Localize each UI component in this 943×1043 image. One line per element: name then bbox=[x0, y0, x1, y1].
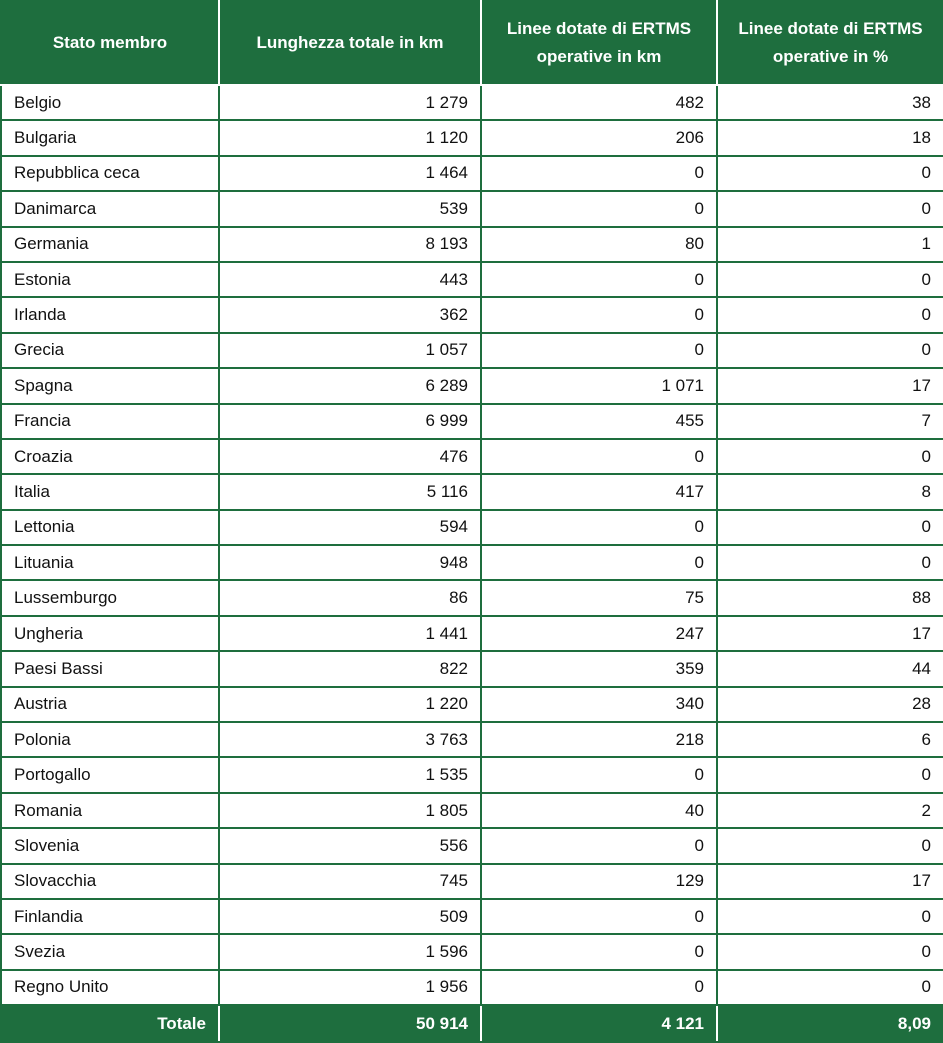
table-row bbox=[1, 651, 943, 686]
cell-ertms-km: 0 bbox=[481, 297, 717, 332]
cell-ertms-km: 40 bbox=[481, 793, 717, 828]
table-row bbox=[1, 510, 943, 545]
cell-lunghezza-totale: 1 279 bbox=[219, 85, 481, 120]
table-row bbox=[1, 899, 943, 934]
cell-ertms-percent: 1 bbox=[717, 227, 943, 262]
cell-ertms-percent: 0 bbox=[717, 439, 943, 474]
cell-stato-membro: Bulgaria bbox=[1, 120, 219, 155]
total-length: 50 914 bbox=[219, 1005, 481, 1042]
cell-stato-membro: Repubblica ceca bbox=[1, 156, 219, 191]
cell-ertms-percent: 2 bbox=[717, 793, 943, 828]
table-row bbox=[1, 227, 943, 262]
cell-ertms-percent: 0 bbox=[717, 510, 943, 545]
cell-stato-membro: Francia bbox=[1, 404, 219, 439]
cell-ertms-percent: 0 bbox=[717, 545, 943, 580]
cell-ertms-percent: 17 bbox=[717, 368, 943, 403]
total-label: Totale bbox=[1, 1005, 219, 1042]
cell-ertms-percent: 0 bbox=[717, 262, 943, 297]
cell-stato-membro: Lussemburgo bbox=[1, 580, 219, 615]
cell-stato-membro: Belgio bbox=[1, 85, 219, 120]
table-row bbox=[1, 404, 943, 439]
cell-ertms-km: 340 bbox=[481, 687, 717, 722]
header-row bbox=[1, 1, 943, 85]
cell-ertms-percent: 17 bbox=[717, 616, 943, 651]
table-row bbox=[1, 687, 943, 722]
table-footer bbox=[1, 1005, 943, 1042]
cell-ertms-km: 0 bbox=[481, 757, 717, 792]
cell-ertms-km: 0 bbox=[481, 934, 717, 969]
cell-lunghezza-totale: 1 596 bbox=[219, 934, 481, 969]
cell-ertms-km: 80 bbox=[481, 227, 717, 262]
cell-stato-membro: Germania bbox=[1, 227, 219, 262]
table-row bbox=[1, 545, 943, 580]
table-row bbox=[1, 474, 943, 509]
cell-ertms-km: 206 bbox=[481, 120, 717, 155]
cell-lunghezza-totale: 5 116 bbox=[219, 474, 481, 509]
cell-ertms-km: 0 bbox=[481, 439, 717, 474]
cell-lunghezza-totale: 509 bbox=[219, 899, 481, 934]
table-row bbox=[1, 793, 943, 828]
total-ertms-km: 4 121 bbox=[481, 1005, 717, 1042]
cell-ertms-km: 218 bbox=[481, 722, 717, 757]
cell-ertms-km: 129 bbox=[481, 864, 717, 899]
cell-stato-membro: Croazia bbox=[1, 439, 219, 474]
cell-stato-membro: Romania bbox=[1, 793, 219, 828]
cell-ertms-km: 247 bbox=[481, 616, 717, 651]
cell-ertms-km: 417 bbox=[481, 474, 717, 509]
table-row bbox=[1, 333, 943, 368]
cell-ertms-percent: 0 bbox=[717, 757, 943, 792]
cell-stato-membro: Lettonia bbox=[1, 510, 219, 545]
cell-lunghezza-totale: 3 763 bbox=[219, 722, 481, 757]
cell-ertms-percent: 44 bbox=[717, 651, 943, 686]
cell-lunghezza-totale: 1 535 bbox=[219, 757, 481, 792]
cell-ertms-percent: 17 bbox=[717, 864, 943, 899]
cell-ertms-km: 0 bbox=[481, 156, 717, 191]
cell-lunghezza-totale: 822 bbox=[219, 651, 481, 686]
cell-ertms-km: 0 bbox=[481, 510, 717, 545]
cell-ertms-km: 0 bbox=[481, 899, 717, 934]
cell-ertms-percent: 88 bbox=[717, 580, 943, 615]
cell-stato-membro: Danimarca bbox=[1, 191, 219, 226]
cell-lunghezza-totale: 948 bbox=[219, 545, 481, 580]
total-row bbox=[1, 1005, 943, 1042]
cell-ertms-km: 0 bbox=[481, 191, 717, 226]
cell-ertms-percent: 0 bbox=[717, 333, 943, 368]
cell-lunghezza-totale: 1 057 bbox=[219, 333, 481, 368]
header-lunghezza-totale: Lunghezza totale in km bbox=[219, 1, 481, 85]
cell-stato-membro: Portogallo bbox=[1, 757, 219, 792]
cell-ertms-percent: 0 bbox=[717, 934, 943, 969]
cell-ertms-percent: 0 bbox=[717, 156, 943, 191]
cell-ertms-percent: 28 bbox=[717, 687, 943, 722]
table-body bbox=[1, 85, 943, 1005]
cell-stato-membro: Slovacchia bbox=[1, 864, 219, 899]
cell-ertms-percent: 0 bbox=[717, 828, 943, 863]
cell-ertms-km: 482 bbox=[481, 85, 717, 120]
cell-stato-membro: Irlanda bbox=[1, 297, 219, 332]
cell-ertms-km: 359 bbox=[481, 651, 717, 686]
cell-ertms-percent: 0 bbox=[717, 191, 943, 226]
table-row bbox=[1, 580, 943, 615]
cell-lunghezza-totale: 1 464 bbox=[219, 156, 481, 191]
cell-lunghezza-totale: 443 bbox=[219, 262, 481, 297]
cell-stato-membro: Estonia bbox=[1, 262, 219, 297]
table-row bbox=[1, 757, 943, 792]
cell-lunghezza-totale: 362 bbox=[219, 297, 481, 332]
cell-stato-membro: Regno Unito bbox=[1, 970, 219, 1005]
header-ertms-percent: Linee dotate di ERTMS operative in % bbox=[717, 1, 943, 85]
cell-stato-membro: Ungheria bbox=[1, 616, 219, 651]
table-row bbox=[1, 297, 943, 332]
header-ertms-km: Linee dotate di ERTMS operative in km bbox=[481, 1, 717, 85]
table-header bbox=[1, 1, 943, 85]
cell-ertms-km: 0 bbox=[481, 333, 717, 368]
cell-lunghezza-totale: 86 bbox=[219, 580, 481, 615]
table-row bbox=[1, 722, 943, 757]
cell-ertms-km: 75 bbox=[481, 580, 717, 615]
cell-lunghezza-totale: 6 289 bbox=[219, 368, 481, 403]
cell-lunghezza-totale: 539 bbox=[219, 191, 481, 226]
table-row bbox=[1, 439, 943, 474]
cell-stato-membro: Lituania bbox=[1, 545, 219, 580]
table-row bbox=[1, 262, 943, 297]
total-ertms-percent: 8,09 bbox=[717, 1005, 943, 1042]
cell-stato-membro: Svezia bbox=[1, 934, 219, 969]
table-row bbox=[1, 191, 943, 226]
cell-ertms-percent: 0 bbox=[717, 297, 943, 332]
cell-lunghezza-totale: 594 bbox=[219, 510, 481, 545]
cell-lunghezza-totale: 6 999 bbox=[219, 404, 481, 439]
cell-lunghezza-totale: 556 bbox=[219, 828, 481, 863]
cell-stato-membro: Polonia bbox=[1, 722, 219, 757]
cell-stato-membro: Spagna bbox=[1, 368, 219, 403]
cell-ertms-km: 0 bbox=[481, 545, 717, 580]
cell-ertms-percent: 6 bbox=[717, 722, 943, 757]
cell-lunghezza-totale: 1 441 bbox=[219, 616, 481, 651]
table-row bbox=[1, 368, 943, 403]
cell-ertms-km: 1 071 bbox=[481, 368, 717, 403]
cell-ertms-percent: 38 bbox=[717, 85, 943, 120]
table-row bbox=[1, 864, 943, 899]
cell-lunghezza-totale: 8 193 bbox=[219, 227, 481, 262]
cell-ertms-percent: 7 bbox=[717, 404, 943, 439]
table-row bbox=[1, 616, 943, 651]
cell-stato-membro: Paesi Bassi bbox=[1, 651, 219, 686]
table-row bbox=[1, 828, 943, 863]
cell-stato-membro: Italia bbox=[1, 474, 219, 509]
cell-lunghezza-totale: 745 bbox=[219, 864, 481, 899]
cell-stato-membro: Slovenia bbox=[1, 828, 219, 863]
table-row bbox=[1, 156, 943, 191]
cell-ertms-km: 0 bbox=[481, 828, 717, 863]
table-row bbox=[1, 934, 943, 969]
cell-ertms-percent: 0 bbox=[717, 970, 943, 1005]
cell-lunghezza-totale: 1 956 bbox=[219, 970, 481, 1005]
cell-ertms-percent: 0 bbox=[717, 899, 943, 934]
table-row bbox=[1, 120, 943, 155]
cell-ertms-km: 0 bbox=[481, 262, 717, 297]
cell-lunghezza-totale: 1 120 bbox=[219, 120, 481, 155]
table-row bbox=[1, 85, 943, 120]
cell-ertms-km: 0 bbox=[481, 970, 717, 1005]
cell-stato-membro: Austria bbox=[1, 687, 219, 722]
cell-stato-membro: Finlandia bbox=[1, 899, 219, 934]
cell-ertms-percent: 18 bbox=[717, 120, 943, 155]
cell-lunghezza-totale: 476 bbox=[219, 439, 481, 474]
header-stato-membro: Stato membro bbox=[1, 1, 219, 85]
cell-stato-membro: Grecia bbox=[1, 333, 219, 368]
cell-ertms-percent: 8 bbox=[717, 474, 943, 509]
cell-lunghezza-totale: 1 805 bbox=[219, 793, 481, 828]
cell-lunghezza-totale: 1 220 bbox=[219, 687, 481, 722]
cell-ertms-km: 455 bbox=[481, 404, 717, 439]
table-row bbox=[1, 970, 943, 1005]
